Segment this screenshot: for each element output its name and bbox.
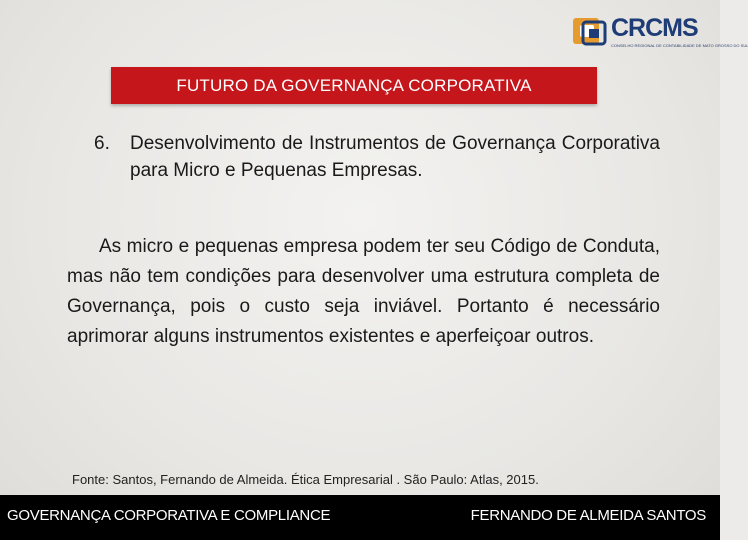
crcms-emblem-icon xyxy=(571,14,607,50)
logo-subtitle: CONSELHO REGIONAL DE CONTABILIDADE DE MATO GROSSO DO SUL xyxy=(611,43,748,48)
footer-bar xyxy=(0,495,720,540)
logo-name: CRCMS xyxy=(611,14,698,42)
source-citation: Fonte: Santos, Fernando de Almeida. Ética Empresarial . São Paulo: Atlas, 2015. xyxy=(72,472,539,487)
title-banner xyxy=(111,67,597,104)
item-text: Desenvolvimento de Instrumentos de Governança Corporativa para Micro e Pequenas Empresas. xyxy=(130,133,660,181)
crcms-logo xyxy=(571,12,748,58)
body-paragraph: As micro e pequenas empresa podem ter seu Código de Conduta, mas não tem condições para desenvolver uma estrutura completa de Governança, pois o custo seja inviável. Portanto é necessário aprimorar alguns instrumentos existentes e aperfeiçoar outros. xyxy=(67,236,660,347)
footer-course-title: GOVERNANÇA CORPORATIVA E COMPLIANCE xyxy=(7,507,331,524)
slide-title: FUTURO DA GOVERNANÇA CORPORATIVA xyxy=(176,75,532,95)
item-number: 6. xyxy=(94,133,110,154)
footer-author: FERNANDO DE ALMEIDA SANTOS xyxy=(470,507,706,524)
